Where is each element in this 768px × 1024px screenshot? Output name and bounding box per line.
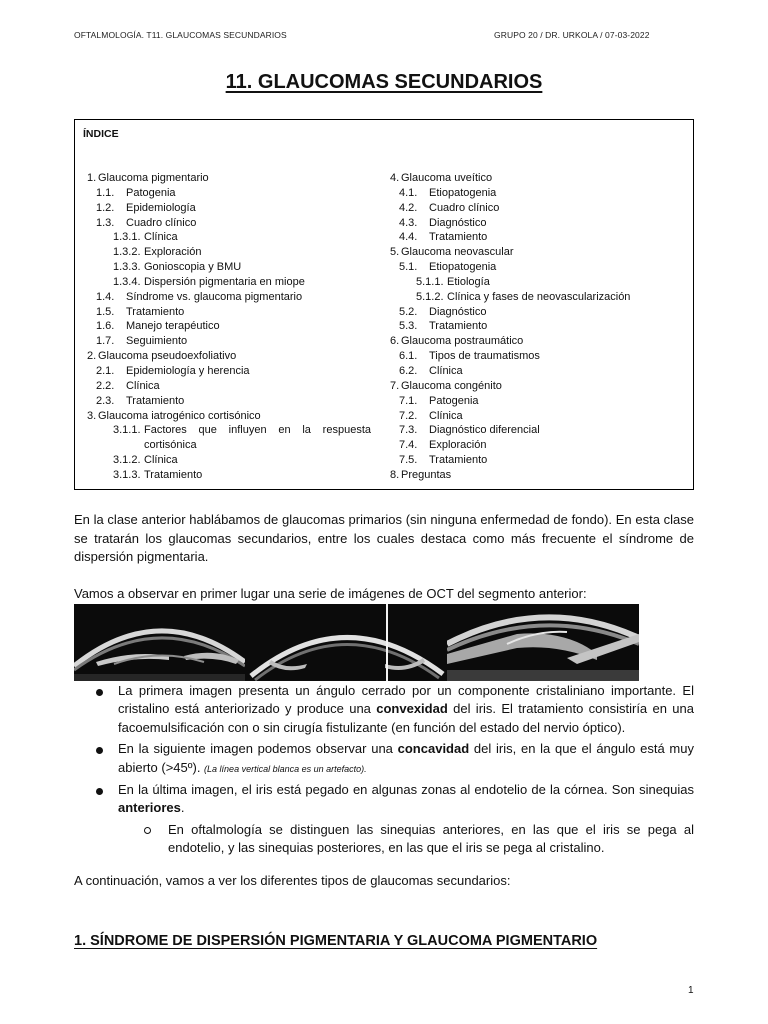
- toc-entry-title: Síndrome vs. glaucoma pigmentario: [126, 290, 303, 303]
- oct-findings-list: [74, 682, 694, 858]
- toc-entry-number: 3.: [87, 409, 97, 422]
- toc-entry: [390, 171, 690, 186]
- toc-entry: [390, 438, 690, 453]
- bullet-emphasis: concavidad: [397, 741, 470, 757]
- bullet-icon: [96, 747, 103, 754]
- toc-entry-title: Clínica: [144, 454, 178, 467]
- toc-entry-number: 1.3.1.: [113, 231, 141, 244]
- toc-entry: [87, 230, 377, 245]
- toc-entry: [390, 275, 690, 290]
- toc-entry-title: Glaucoma neovascular: [401, 246, 514, 259]
- toc-entry-number: 5.3.: [399, 320, 418, 333]
- toc-entry: [390, 453, 690, 468]
- toc-entry: [390, 394, 690, 409]
- running-header-left: OFTALMOLOGÍA. T11. GLAUCOMAS SECUNDARIOS: [74, 30, 287, 40]
- oct-image-closed-angle: [74, 604, 245, 681]
- toc-entry-title: Patogenia: [429, 394, 479, 407]
- sub-bullet-text: En oftalmología se distinguen las sinequias anteriores, en las que el iris se pega al endotelio, y las sinequias posteriores, en las que el iris se pega al cristalino.: [168, 821, 694, 856]
- toc-entry-title: Clínica: [429, 364, 463, 377]
- toc-entry-title: Dispersión pigmentaria en miope: [144, 275, 305, 288]
- toc-entry: [390, 379, 690, 394]
- toc-entry-title: Cuadro clínico: [126, 216, 197, 229]
- toc-entry-title: Cuadro clínico: [429, 201, 500, 214]
- toc-entry: [87, 171, 377, 186]
- toc-entry-number: 8.: [390, 468, 400, 481]
- toc-entry-title: Glaucoma iatrogénico cortisónico: [98, 409, 261, 422]
- toc-entry: [390, 409, 690, 424]
- toc-entry-title: Glaucoma congénito: [401, 379, 502, 392]
- toc-entry-number: 1.6.: [96, 320, 115, 333]
- toc-entry-number: 4.: [390, 172, 400, 184]
- table-of-contents: [74, 119, 694, 490]
- toc-entry-number: 2.2.: [96, 379, 115, 392]
- toc-entry-number: 5.2.: [399, 305, 418, 318]
- toc-entry-number: 3.1.1.: [113, 424, 141, 437]
- toc-entry-number: 4.4.: [399, 231, 418, 244]
- toc-entry: [87, 216, 377, 231]
- toc-entry-title: Glaucoma postraumático: [401, 335, 524, 348]
- toc-entry: [390, 260, 690, 275]
- bullet-text: del iris, en la que el ángulo está muy abierto (>45º).: [118, 741, 694, 775]
- toc-entry: [87, 305, 377, 320]
- toc-entry-number: 1.7.: [96, 335, 115, 348]
- toc-entry-title: Preguntas: [401, 468, 452, 481]
- toc-entry-number: 7.: [390, 379, 400, 392]
- toc-entry-title: Patogenia: [126, 186, 176, 199]
- toc-entry-title: Gonioscopia y BMU: [144, 261, 242, 274]
- toc-entry: [87, 275, 377, 290]
- toc-entry-title: Tratamiento: [144, 468, 203, 481]
- toc-entry-number: 1.2.: [96, 201, 115, 214]
- toc-entry-number: 4.1.: [399, 186, 418, 199]
- toc-entry-number: 4.3.: [399, 216, 418, 229]
- toc-left-column: [87, 171, 377, 483]
- toc-entry-title: Tratamiento: [429, 231, 488, 244]
- running-header-right: GRUPO 20 / DR. URKOLA / 07-03-2022: [494, 30, 650, 40]
- toc-entry-number: 1.3.2.: [113, 246, 141, 259]
- list-item: [74, 740, 694, 778]
- oct-image-anterior-synechiae: [447, 604, 639, 681]
- bullet-text: En la última imagen, el iris está pegado en algunas zonas al endotelio de la córnea. Son sinequias: [118, 782, 694, 798]
- bullet-icon: [96, 689, 103, 696]
- bullet-text: del iris. El tratamiento consistiría en una facoemulsificación con o sin cirugía fistulizante (en función del estado del nervio óptico).: [118, 701, 694, 735]
- toc-entry-title: Seguimiento: [126, 335, 188, 348]
- toc-entry: [390, 319, 690, 334]
- oct-intro-paragraph: Vamos a observar en primer lugar una serie de imágenes de OCT del segmento anterior:: [74, 586, 587, 601]
- toc-entry: [390, 245, 690, 260]
- toc-entry-title: Glaucoma pseudoexfoliativo: [98, 350, 237, 363]
- artifact-note: (La línea vertical blanca es un artefacto).: [204, 763, 367, 774]
- toc-entry-title: Glaucoma pigmentario: [98, 172, 209, 184]
- toc-entry-title: Epidemiología y herencia: [126, 364, 250, 377]
- toc-entry-number: 1.3.4.: [113, 275, 141, 288]
- toc-entry: [390, 468, 690, 483]
- toc-entry-title: Etiopatogenia: [429, 186, 497, 199]
- toc-entry-number: 1.3.3.: [113, 261, 141, 274]
- toc-entry-title: Etiología: [447, 275, 490, 288]
- toc-entry-title: Clínica: [126, 379, 160, 392]
- toc-entry-title: Diagnóstico diferencial: [429, 424, 540, 437]
- toc-entry-number: 1.5.: [96, 305, 115, 318]
- toc-entry: [87, 423, 377, 453]
- toc-entry: [87, 245, 377, 260]
- toc-entry: [390, 290, 690, 305]
- toc-entry-number: 2.: [87, 350, 97, 363]
- oct-image-open-angle: [245, 604, 447, 681]
- list-item: [74, 781, 694, 818]
- toc-entry-number: 7.1.: [399, 394, 418, 407]
- toc-entry-number: 6.2.: [399, 364, 418, 377]
- toc-heading: ÍNDICE: [83, 128, 119, 140]
- toc-entry-title: Epidemiología: [126, 201, 196, 214]
- toc-entry-number: 5.1.2.: [416, 290, 444, 303]
- toc-entry-title: Exploración: [429, 439, 487, 452]
- toc-entry: [390, 305, 690, 320]
- toc-entry-title: Manejo terapéutico: [126, 320, 220, 333]
- list-item: [74, 682, 694, 737]
- toc-entry-number: 1.3.: [96, 216, 115, 229]
- sub-list-item: [74, 821, 694, 858]
- transition-paragraph: A continuación, vamos a ver los diferentes tipos de glaucomas secundarios:: [74, 873, 511, 888]
- toc-entry-title: Tratamiento: [429, 454, 488, 467]
- toc-entry-number: 2.1.: [96, 364, 115, 377]
- toc-entry-number: 3.1.3.: [113, 468, 141, 481]
- toc-entry: [390, 230, 690, 245]
- toc-entry-number: 1.4.: [96, 290, 115, 303]
- toc-entry-number: 7.5.: [399, 454, 418, 467]
- toc-entry: [87, 409, 377, 424]
- toc-entry-title: Glaucoma uveítico: [401, 172, 493, 184]
- toc-entry-number: 5.1.1.: [416, 275, 444, 288]
- toc-entry-title: Clínica y fases de neovascularización: [447, 290, 631, 303]
- section-heading: 1. SÍNDROME DE DISPERSIÓN PIGMENTARIA Y GLAUCOMA PIGMENTARIO: [74, 933, 598, 949]
- toc-entry: [87, 453, 377, 468]
- bullet-emphasis: anteriores: [118, 800, 181, 816]
- toc-entry: [87, 290, 377, 305]
- toc-entry-title: Tipos de traumatismos: [429, 350, 540, 363]
- toc-entry: [87, 186, 377, 201]
- toc-entry-number: 3.1.2.: [113, 454, 141, 467]
- toc-entry-number: 7.2.: [399, 409, 418, 422]
- toc-entry-title: Exploración: [144, 246, 202, 259]
- bullet-text: .: [180, 800, 185, 816]
- toc-entry-number: 1.: [87, 172, 97, 184]
- toc-entry-number: 2.3.: [96, 394, 115, 407]
- bullet-icon: [96, 788, 103, 795]
- toc-entry: [87, 334, 377, 349]
- toc-entry-number: 4.2.: [399, 201, 418, 214]
- toc-entry-title: Tratamiento: [126, 305, 185, 318]
- page-number: 1: [688, 985, 694, 996]
- intro-paragraph: En la clase anterior hablábamos de glaucomas primarios (sin ninguna enfermedad de fondo). En esta clase se tratarán los glaucomas secundarios, entre los cuales destaca como más frecuente el síndrome de dispersión pigmentaria.: [74, 512, 694, 565]
- toc-entry-number: 6.1.: [399, 350, 418, 363]
- toc-entry: [390, 349, 690, 364]
- toc-entry: [390, 186, 690, 201]
- bullet-text: La primera imagen presenta un ángulo cerrado por un componente cristaliniano importante. El cristalino está anteriorizado y produce una: [118, 683, 694, 717]
- toc-entry: [87, 349, 377, 364]
- toc-entry-title: Factores que influyen en la respuesta cortisónica: [144, 424, 371, 452]
- toc-entry-title: Clínica: [429, 409, 463, 422]
- document-title: 11. GLAUCOMAS SECUNDARIOS: [225, 71, 543, 93]
- toc-entry: [390, 216, 690, 231]
- hollow-bullet-icon: [144, 827, 151, 834]
- toc-entry-number: 5.: [390, 246, 400, 259]
- toc-entry: [87, 201, 377, 216]
- toc-entry: [87, 319, 377, 334]
- toc-entry: [390, 334, 690, 349]
- toc-entry-title: Tratamiento: [429, 320, 488, 333]
- toc-entry-title: Tratamiento: [126, 394, 185, 407]
- toc-entry-number: 1.1.: [96, 186, 115, 199]
- toc-entry: [390, 423, 690, 438]
- toc-entry-number: 7.3.: [399, 424, 418, 437]
- bullet-text: En la siguiente imagen podemos observar una: [118, 741, 398, 757]
- toc-entry: [87, 379, 377, 394]
- toc-entry: [390, 201, 690, 216]
- toc-entry-title: Diagnóstico: [429, 216, 487, 229]
- toc-entry-title: Etiopatogenia: [429, 261, 497, 274]
- toc-entry: [390, 364, 690, 379]
- toc-entry-title: Diagnóstico: [429, 305, 487, 318]
- toc-entry-number: 6.: [390, 335, 400, 348]
- toc-entry-title: Clínica: [144, 231, 178, 244]
- toc-entry: [87, 468, 377, 483]
- toc-entry-number: 7.4.: [399, 439, 418, 452]
- toc-entry: [87, 394, 377, 409]
- toc-entry-number: 5.1.: [399, 261, 418, 274]
- toc-right-column: [390, 171, 690, 483]
- toc-entry: [87, 260, 377, 275]
- bullet-emphasis: convexidad: [376, 701, 448, 717]
- toc-entry: [87, 364, 377, 379]
